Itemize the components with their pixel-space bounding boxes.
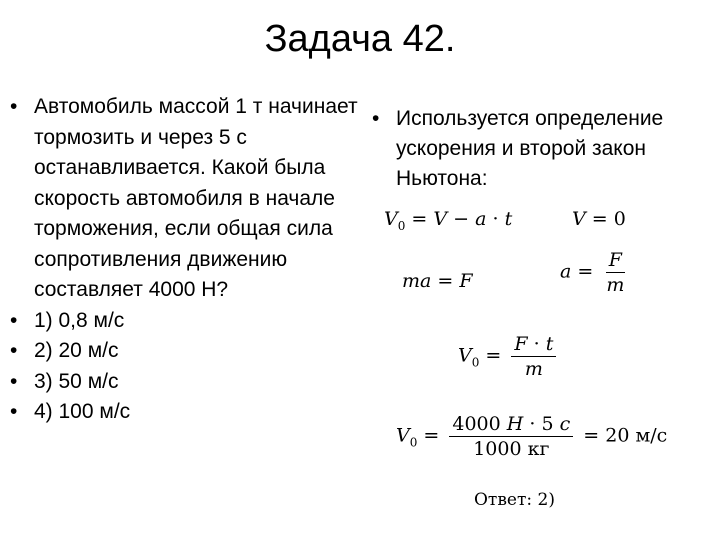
problem-list [10,92,365,428]
formula-v0-numeric: $V_0$ = $\frac{4000 H \cdot 5 c}{1000 кг}$ = 20 м/с [396,413,668,460]
slide-title: Задача 42. [264,18,456,60]
formula-v0-general: $V_0$ = $\frac{F \cdot t}{m}$ [458,334,560,379]
option-3: 3) 50 м/с [34,369,119,393]
answer-text: Ответ: 2) [474,490,555,510]
bullet-icon: • [10,95,18,118]
option-item [10,367,365,398]
formula-newton: ma = F [402,270,473,292]
option-2: 2) 20 м/с [34,339,119,362]
option-4: 4) 100 м/с [34,400,131,423]
formula-final-velocity: V = 0 [572,208,626,230]
option-1: 1) 0,8 м/с [34,308,125,332]
bullet-icon: • [10,339,18,362]
bullet-icon: • [10,308,18,332]
option-item [10,306,365,337]
bullet-icon: • [372,107,380,130]
solution-item [372,104,712,194]
option-item [10,336,365,367]
formula-acceleration: a = $\frac{F}{m}$ [560,249,625,296]
bullet-icon: • [10,400,18,423]
solution-intro: Используется определение ускорения и второй закон Ньютона: [396,107,664,190]
problem-text: Автомобиль массой 1 т начинает тормозить и через 5 с останавливается. Какой была скорость автомобиля в начале торможения, если общая сила сопротивления движению составляет 4000 Н? [34,95,358,301]
problem-item [10,92,365,306]
formula-velocity: $V_0 = V - a \cdot t$ [384,208,513,233]
option-item [10,397,365,428]
solution-intro-block [372,104,712,194]
bullet-icon: • [10,369,18,393]
